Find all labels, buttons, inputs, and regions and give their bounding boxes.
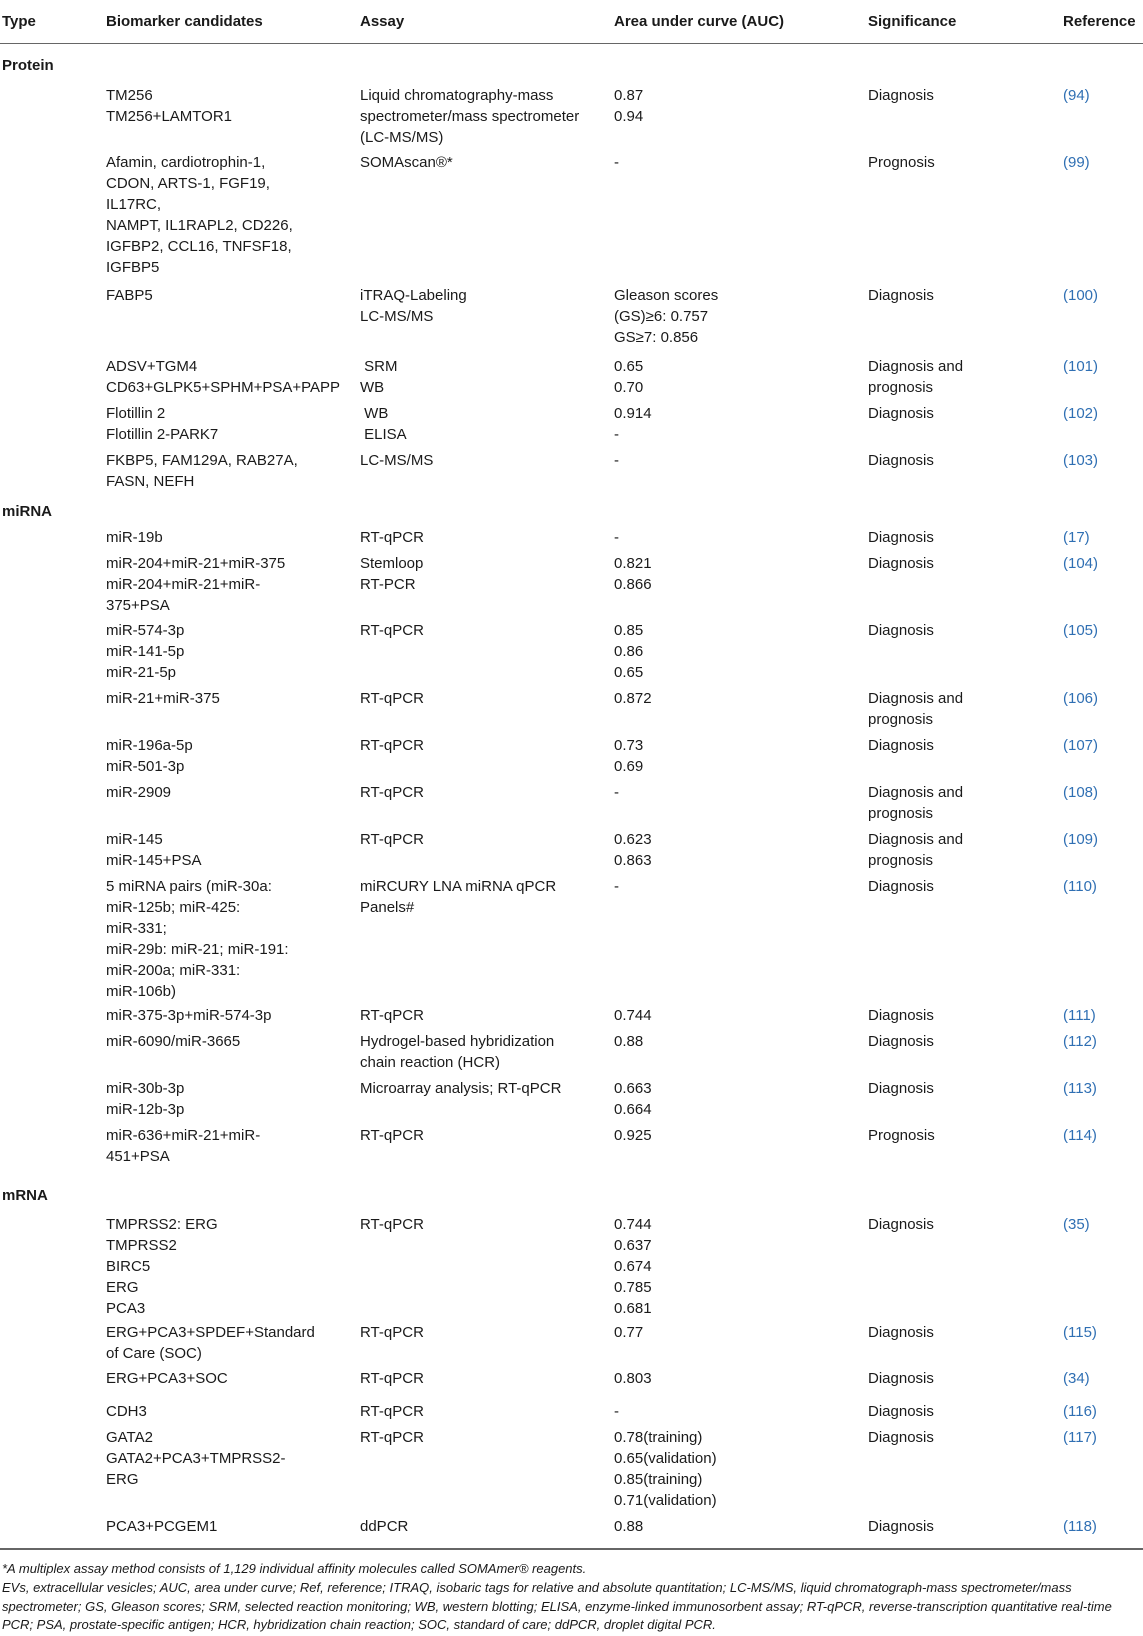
cell-assay: RT-qPCR [360, 1127, 424, 1144]
cell-assay: iTRAQ-Labeling LC-MS/MS [360, 287, 467, 325]
cell-assay: RT-qPCR [360, 1403, 424, 1420]
cell-significance: Diagnosis [868, 1403, 934, 1420]
cell-significance: Diagnosis [868, 1216, 934, 1233]
cell-auc: - [614, 529, 619, 546]
cell-reference: (101) [1063, 358, 1099, 375]
cell-reference: (17) [1063, 529, 1090, 546]
cell-significance: Diagnosis [868, 737, 934, 754]
column-header-biomarker-candidates: Biomarker candidates [106, 13, 263, 30]
cell-biomarker-candidates: miR-145 miR-145+PSA [106, 831, 202, 869]
cell-reference: (103) [1063, 452, 1099, 469]
cell-biomarker-candidates: ADSV+TGM4 CD63+GLPK5+SPHM+PSA+PAPP [106, 358, 341, 396]
cell-biomarker-candidates: miR-19b [106, 529, 163, 546]
cell-auc: - [614, 784, 619, 801]
cell-assay: ddPCR [360, 1518, 409, 1535]
cell-biomarker-candidates: 5 miRNA pairs (miR-30a: miR-125b; miR-425: miR-331; miR-29b: miR-21; miR-191: miR-200a; miR-331: miR-106b) [106, 878, 289, 1000]
cell-reference: (113) [1063, 1080, 1097, 1097]
cell-biomarker-candidates: GATA2 GATA2+PCA3+TMPRSS2- ERG [106, 1429, 286, 1488]
cell-reference: (34) [1063, 1370, 1090, 1387]
cell-assay: Microarray analysis; RT-qPCR [360, 1080, 562, 1097]
cell-auc: 0.744 0.637 0.674 0.785 0.681 [614, 1216, 652, 1317]
cell-auc: 0.663 0.664 [614, 1080, 652, 1118]
cell-reference: (118) [1063, 1518, 1097, 1535]
cell-auc: 0.78(training) 0.65(validation) 0.85(training) 0.71(validation) [614, 1429, 717, 1509]
cell-biomarker-candidates: Flotillin 2 Flotillin 2-PARK7 [106, 405, 219, 443]
cell-auc: 0.744 [614, 1007, 652, 1024]
cell-assay: RT-qPCR [360, 1216, 424, 1233]
cell-significance: Diagnosis and prognosis [868, 358, 964, 396]
cell-assay: RT-qPCR [360, 831, 424, 848]
footnote-abbreviations: EVs, extracellular vesicles; AUC, area under curve; Ref, reference; ITRAQ, isobaric tags for relative and absolute quantitation; LC-MS/MS, liquid chromatograph-mass spectrometer/mass spectrometer; GS, Gleason scores; SRM, selected reaction monitoring; WB, western blotting; ELISA, enzyme-linked immunosorbent assay; RT-qPCR, reverse-transcription quantitative real-time PCR; PSA, prostate-specific antigen; HCR, hybridization chain reaction; SOC, standard of care; ddPCR, droplet digital PCR. [2, 1580, 1112, 1632]
cell-biomarker-candidates: miR-21+miR-375 [106, 690, 220, 707]
cell-biomarker-candidates: ERG+PCA3+SOC [106, 1370, 228, 1387]
cell-auc: 0.925 [614, 1127, 652, 1144]
cell-auc: 0.77 [614, 1324, 644, 1341]
cell-auc: 0.821 0.866 [614, 555, 652, 593]
cell-significance: Diagnosis [868, 622, 934, 639]
cell-significance: Diagnosis [868, 1324, 934, 1341]
cell-auc: 0.803 [614, 1370, 652, 1387]
cell-significance: Diagnosis and prognosis [868, 831, 964, 869]
cell-reference: (111) [1063, 1007, 1096, 1024]
cell-assay: RT-qPCR [360, 1324, 424, 1341]
cell-biomarker-candidates: miR-375-3p+miR-574-3p [106, 1007, 272, 1024]
cell-reference: (117) [1063, 1429, 1097, 1446]
cell-assay: RT-qPCR [360, 529, 424, 546]
cell-reference: (104) [1063, 555, 1099, 572]
cell-reference: (99) [1063, 154, 1090, 171]
cell-assay: RT-qPCR [360, 737, 424, 754]
cell-auc: 0.73 0.69 [614, 737, 644, 775]
table-bottom-rule [0, 1548, 1143, 1550]
cell-significance: Diagnosis [868, 1033, 934, 1050]
cell-significance: Diagnosis [868, 1007, 934, 1024]
cell-assay: Liquid chromatography-mass spectrometer/mass spectrometer (LC-MS/MS) [360, 87, 580, 146]
column-header-auc: Area under curve (AUC) [614, 13, 785, 30]
cell-significance: Diagnosis [868, 1429, 934, 1446]
cell-reference: (100) [1063, 287, 1099, 304]
cell-biomarker-candidates: miR-30b-3p miR-12b-3p [106, 1080, 185, 1118]
cell-significance: Diagnosis [868, 555, 934, 572]
cell-biomarker-candidates: miR-204+miR-21+miR-375 miR-204+miR-21+miR- 375+PSA [106, 555, 286, 614]
cell-auc: 0.872 [614, 690, 652, 707]
cell-assay: SRM WB [360, 358, 398, 396]
cell-auc: 0.87 0.94 [614, 87, 644, 125]
cell-biomarker-candidates: miR-6090/miR-3665 [106, 1033, 241, 1050]
cell-reference: (35) [1063, 1216, 1090, 1233]
cell-auc: - [614, 452, 619, 469]
cell-reference: (112) [1063, 1033, 1097, 1050]
cell-significance: Diagnosis [868, 1518, 934, 1535]
footnote-somascan: *A multiplex assay method consists of 1,129 individual affinity molecules called SOMAmer® reagents. [2, 1561, 587, 1576]
cell-biomarker-candidates: Afamin, cardiotrophin-1, CDON, ARTS-1, FGF19, IL17RC, NAMPT, IL1RAPL2, CD226, IGFBP2, CCL16, TNFSF18, IGFBP5 [106, 154, 293, 276]
cell-significance: Prognosis [868, 154, 935, 171]
cell-significance: Prognosis [868, 1127, 935, 1144]
cell-assay: RT-qPCR [360, 784, 424, 801]
cell-reference: (108) [1063, 784, 1099, 801]
cell-reference: (107) [1063, 737, 1099, 754]
column-header-type: Type [2, 13, 36, 30]
cell-assay: RT-qPCR [360, 1370, 424, 1387]
cell-significance: Diagnosis [868, 1370, 934, 1387]
cell-significance: Diagnosis [868, 878, 934, 895]
section-label-protein: Protein [2, 57, 54, 74]
cell-significance: Diagnosis [868, 87, 934, 104]
cell-significance: Diagnosis [868, 529, 934, 546]
cell-auc: 0.623 0.863 [614, 831, 652, 869]
cell-auc: 0.914 - [614, 405, 652, 443]
cell-reference: (94) [1063, 87, 1090, 104]
cell-auc: - [614, 154, 619, 171]
cell-biomarker-candidates: TM256 TM256+LAMTOR1 [106, 87, 233, 125]
cell-assay: Stemloop RT-PCR [360, 555, 424, 593]
cell-reference: (105) [1063, 622, 1099, 639]
header-rule [0, 43, 1143, 44]
cell-biomarker-candidates: CDH3 [106, 1403, 147, 1420]
cell-reference: (116) [1063, 1403, 1097, 1420]
cell-significance: Diagnosis [868, 405, 934, 422]
cell-assay: RT-qPCR [360, 1007, 424, 1024]
cell-assay: SOMAscan®* [360, 154, 453, 171]
section-label-mirna: miRNA [2, 503, 53, 520]
cell-assay: RT-qPCR [360, 622, 424, 639]
cell-auc: 0.88 [614, 1033, 644, 1050]
cell-auc: 0.85 0.86 0.65 [614, 622, 644, 681]
cell-assay: WB ELISA [364, 405, 407, 443]
cell-reference: (110) [1063, 878, 1097, 895]
cell-biomarker-candidates: FKBP5, FAM129A, RAB27A, FASN, NEFH [106, 452, 298, 490]
cell-auc: Gleason scores (GS)≥6: 0.757 GS≥7: 0.856 [614, 287, 719, 346]
cell-assay: Hydrogel-based hybridization chain reaction (HCR) [360, 1033, 555, 1071]
cell-significance: Diagnosis and prognosis [868, 690, 964, 728]
cell-biomarker-candidates: miR-2909 [106, 784, 172, 801]
cell-assay: RT-qPCR [360, 1429, 424, 1446]
cell-auc: - [614, 878, 619, 895]
cell-significance: Diagnosis [868, 287, 934, 304]
section-label-mrna: mRNA [2, 1187, 48, 1204]
cell-biomarker-candidates: miR-636+miR-21+miR- 451+PSA [106, 1127, 261, 1165]
cell-reference: (106) [1063, 690, 1099, 707]
cell-biomarker-candidates: TMPRSS2: ERG TMPRSS2 BIRC5 ERG PCA3 [106, 1216, 218, 1317]
cell-biomarker-candidates: FABP5 [106, 287, 153, 304]
column-header-assay: Assay [360, 13, 405, 30]
cell-auc: 0.65 0.70 [614, 358, 644, 396]
cell-biomarker-candidates: ERG+PCA3+SPDEF+Standard of Care (SOC) [106, 1324, 315, 1362]
cell-reference: (115) [1063, 1324, 1097, 1341]
cell-auc: - [614, 1403, 619, 1420]
cell-reference: (102) [1063, 405, 1099, 422]
cell-significance: Diagnosis [868, 452, 934, 469]
cell-assay: RT-qPCR [360, 690, 424, 707]
cell-biomarker-candidates: miR-196a-5p miR-501-3p [106, 737, 193, 775]
cell-reference: (114) [1063, 1127, 1097, 1144]
cell-assay: LC-MS/MS [360, 452, 434, 469]
cell-significance: Diagnosis [868, 1080, 934, 1097]
cell-significance: Diagnosis and prognosis [868, 784, 964, 822]
cell-biomarker-candidates: PCA3+PCGEM1 [106, 1518, 218, 1535]
cell-reference: (109) [1063, 831, 1099, 848]
column-header-reference: Reference [1063, 13, 1136, 30]
cell-auc: 0.88 [614, 1518, 644, 1535]
cell-biomarker-candidates: miR-574-3p miR-141-5p miR-21-5p [106, 622, 185, 681]
cell-assay: miRCURY LNA miRNA qPCR Panels# [360, 878, 557, 916]
column-header-significance: Significance [868, 13, 957, 30]
